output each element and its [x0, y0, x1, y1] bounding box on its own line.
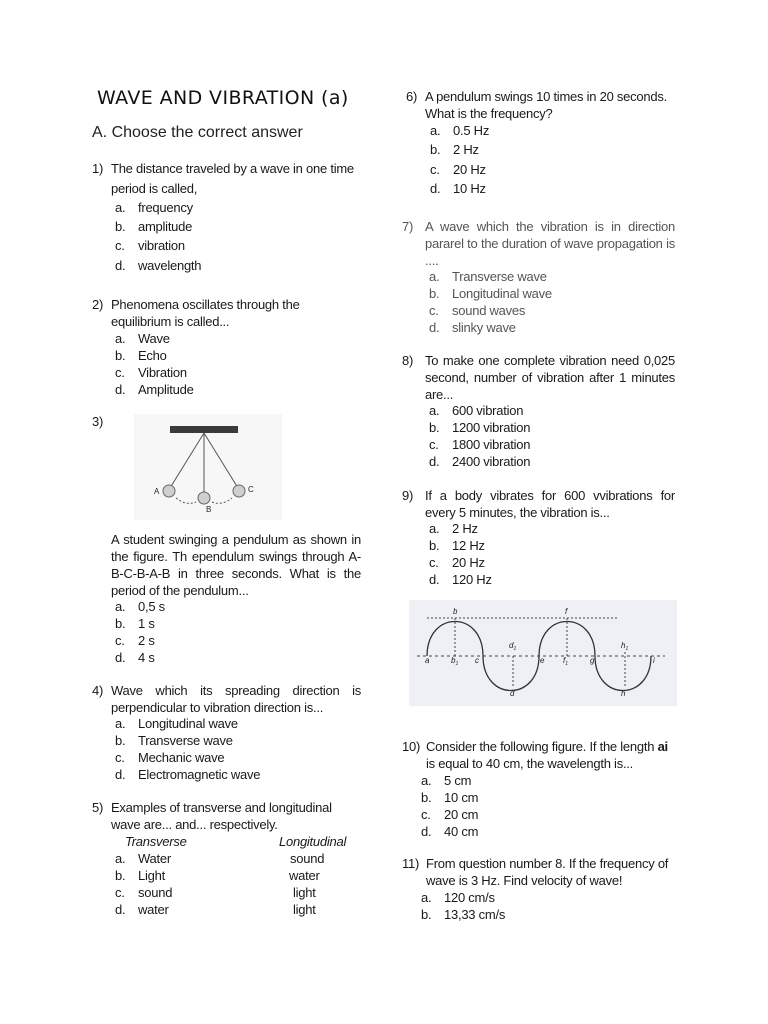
label-d: d [510, 689, 515, 698]
label-f: f [565, 607, 568, 616]
bob-c [233, 485, 245, 497]
label-a: A [154, 487, 160, 496]
label-c: c [475, 656, 479, 665]
label-b1: $b_1$ [451, 656, 459, 667]
label-a: a [425, 656, 430, 665]
wave-figure [409, 600, 677, 706]
page-title: WAVE AND VIBRATION (a) [97, 87, 349, 109]
worksheet-page: WAVE AND VIBRATION (a) A. Choose the correct answer 1) The distance traveled by a wave in one time period is called, a. frequency b. amplitude c. vibration d. wavelength 2) Phenomena oscillates through the equilibrium is called... a. Wave b. Echo c. Vibration d. Amplitude 3) A B C A student swinging a pendulum as shown in the figure. Th ependulum swings through A-B-C-B-A-B in three seconds. What is the period of the pendulum... a. 0,5 s b. 1 s c. 2 s d. 4 s 4) Wave which its spreading direction is perpendicular to vibration direction is... a. Longitudinal wave b. Transverse wave c. Mechanic wave d. Electromagnetic wave 5) Examples of transverse and longitudinal wave are... and... respectively. Transverse Longitudinal a. Water sound b. Light water c. sound light d. water light 6) A pendulum swings 10 times in 20 seconds. What is the frequency? a. 0.5 Hz b. 2 Hz c. 20 Hz d. 10 Hz 7) A wave which the vibration is in direction pararel to the duration of wave propagation is .... a. Transverse wave b. Longitudinal wave c. sound waves d. slinky wave 8) To make one complete vibration need 0,025 second, number of vibration after 1 minutes are... a. 600 vibration b. 1200 vibration c. 1800 vibration d. 2400 vibration 9) If a body vibrates for 600 vvibrations for every 5 minutes, the vibration is... a. 2 Hz b. 12 Hz c. 20 Hz d. 120 Hz a b $b_1$ c $d_1$ d e f $f_1$ g $h_1$ h i 10) Consider the following figure. If the length ai is equal to 40 cm, the wavelength is... a. 5 cm b. 10 cm c. 20 cm d. 40 cm 11) From question number 8. If the frequency of wave is 3 Hz. Find velocity of wave! a. 120 cm/s b. 13,33 cm/s [92, 87, 675, 922]
label-f1: $f_1$ [563, 656, 569, 667]
label-g: g [590, 656, 595, 665]
pendulum-figure [134, 414, 282, 520]
bob-a [163, 485, 175, 497]
label-h: h [621, 689, 626, 698]
label-b: B [206, 505, 212, 514]
column-header-transverse: Transverse [125, 834, 187, 849]
label-b: b [453, 607, 458, 616]
column-header-longitudinal: Longitudinal [279, 834, 347, 849]
label-c: C [248, 485, 254, 494]
bob-b [198, 492, 210, 504]
label-h1: $h_1$ [621, 641, 629, 652]
label-i: i [653, 656, 655, 665]
section-heading: A. Choose the correct answer [92, 124, 303, 141]
label-e: e [540, 656, 545, 665]
label-d1: $d_1$ [509, 641, 517, 652]
